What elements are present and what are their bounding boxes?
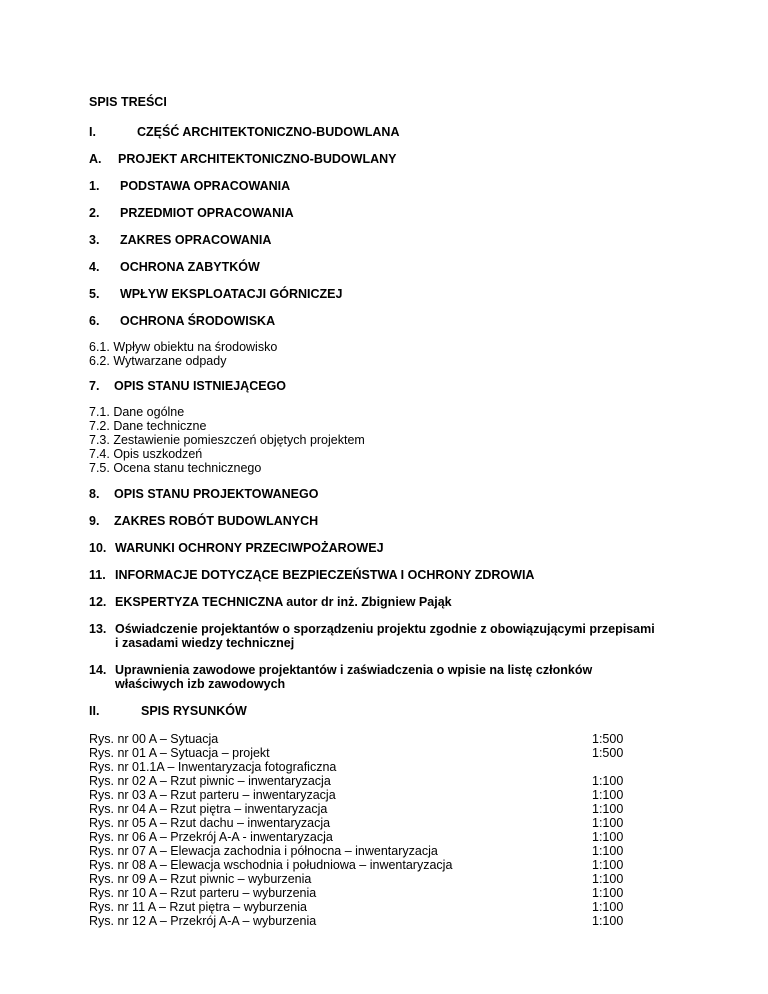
subsection-item: 7.4. Opis uszkodzeń xyxy=(89,447,203,461)
section-label: OPIS STANU PROJEKTOWANEGO xyxy=(114,487,319,501)
section-number: 8. xyxy=(89,487,100,501)
section-label: WARUNKI OCHRONY PRZECIWPOŻAROWEJ xyxy=(115,541,384,555)
part-2-heading xyxy=(89,704,247,718)
section-label: WPŁYW EKSPLOATACJI GÓRNICZEJ xyxy=(120,287,343,301)
section-heading xyxy=(89,233,271,247)
section-label: OCHRONA ŚRODOWISKA xyxy=(120,314,276,328)
section-label: Uprawnienia zawodowe projektantów i zaświadczenia o wpisie na listę członków xyxy=(115,663,593,677)
section-heading xyxy=(89,595,452,609)
section-number: 2. xyxy=(89,206,100,220)
section-label: ZAKRES OPRACOWANIA xyxy=(120,233,272,247)
drawing-scale: 1:100 xyxy=(592,830,624,844)
drawing-label: Rys. nr 04 A – Rzut piętra – inwentaryzacja xyxy=(89,802,328,816)
section-label: OPIS STANU ISTNIEJĄCEGO xyxy=(114,379,287,393)
section-heading xyxy=(89,206,294,220)
drawing-scale: 1:100 xyxy=(592,914,624,928)
part-a-heading xyxy=(89,152,396,166)
drawing-label: Rys. nr 07 A – Elewacja zachodnia i północna – inwentaryzacja xyxy=(89,844,438,858)
section-heading xyxy=(89,487,318,501)
drawing-label: Rys. nr 12 A – Przekrój A-A – wyburzenia xyxy=(89,914,317,928)
subsection-item: 6.1. Wpływ obiektu na środowisko xyxy=(89,340,278,354)
section-heading xyxy=(89,541,384,555)
section-label-continuation: właściwych izb zawodowych xyxy=(115,677,286,691)
drawing-scale: 1:500 xyxy=(592,732,624,746)
section-heading xyxy=(89,287,342,301)
section-number: 3. xyxy=(89,233,100,247)
section-label-continuation: i zasadami wiedzy technicznej xyxy=(115,636,295,650)
part-1-label: CZĘŚĆ ARCHITEKTONICZNO-BUDOWLANA xyxy=(137,125,400,139)
drawing-scale: 1:100 xyxy=(592,844,624,858)
drawing-scale: 1:100 xyxy=(592,872,624,886)
section-heading xyxy=(89,663,592,677)
section-number: 6. xyxy=(89,314,100,328)
drawing-label: Rys. nr 05 A – Rzut dachu – inwentaryzacja xyxy=(89,816,331,830)
drawing-label: Rys. nr 01.1A – Inwentaryzacja fotograficzna xyxy=(89,760,337,774)
drawing-scale: 1:100 xyxy=(592,900,624,914)
section-number: 1. xyxy=(89,179,100,193)
section-number: 5. xyxy=(89,287,100,301)
drawing-scale: 1:500 xyxy=(592,746,624,760)
subsection-item: 7.2. Dane techniczne xyxy=(89,419,207,433)
drawing-scale: 1:100 xyxy=(592,788,624,802)
section-heading xyxy=(89,379,286,393)
drawing-label: Rys. nr 01 A – Sytuacja – projekt xyxy=(89,746,270,760)
part-a-number: A. xyxy=(89,152,102,166)
section-label: EKSPERTYZA TECHNICZNA autor dr inż. Zbigniew Pająk xyxy=(115,595,452,609)
drawing-label: Rys. nr 02 A – Rzut piwnic – inwentaryzacja xyxy=(89,774,331,788)
part-2-number: II. xyxy=(89,704,100,718)
section-number: 12. xyxy=(89,595,107,609)
drawing-scale: 1:100 xyxy=(592,816,624,830)
section-number: 7. xyxy=(89,379,100,393)
drawing-label: Rys. nr 00 A – Sytuacja xyxy=(89,732,219,746)
part-1-number: I. xyxy=(89,125,96,139)
part-2-label: SPIS RYSUNKÓW xyxy=(141,704,247,718)
part-a-label: PROJEKT ARCHITEKTONICZNO-BUDOWLANY xyxy=(118,152,397,166)
subsection-item: 7.3. Zestawienie pomieszczeń objętych projektem xyxy=(89,433,365,447)
section-number: 10. xyxy=(89,541,107,555)
section-number: 14. xyxy=(89,663,107,677)
subsection-item: 7.1. Dane ogólne xyxy=(89,405,185,419)
document-title: SPIS TREŚCI xyxy=(89,95,167,109)
drawing-label: Rys. nr 10 A – Rzut parteru – wyburzenia xyxy=(89,886,317,900)
section-heading xyxy=(89,314,275,328)
drawing-scale: 1:100 xyxy=(592,858,624,872)
drawing-scale: 1:100 xyxy=(592,774,624,788)
part-1-heading xyxy=(89,125,399,139)
section-label: ZAKRES ROBÓT BUDOWLANYCH xyxy=(114,514,319,528)
section-heading xyxy=(89,568,534,582)
drawing-label: Rys. nr 08 A – Elewacja wschodnia i południowa – inwentaryzacja xyxy=(89,858,453,872)
section-number: 11. xyxy=(89,568,106,582)
section-label: PRZEDMIOT OPRACOWANIA xyxy=(120,206,294,220)
section-number: 9. xyxy=(89,514,100,528)
drawing-label: Rys. nr 03 A – Rzut parteru – inwentaryzacja xyxy=(89,788,336,802)
subsection-item: 7.5. Ocena stanu technicznego xyxy=(89,461,262,475)
drawing-scale: 1:100 xyxy=(592,802,624,816)
drawing-scale: 1:100 xyxy=(592,886,624,900)
section-number: 13. xyxy=(89,622,107,636)
section-heading xyxy=(89,260,260,274)
section-heading xyxy=(89,179,290,193)
section-label: PODSTAWA OPRACOWANIA xyxy=(120,179,291,193)
section-label: INFORMACJE DOTYCZĄCE BEZPIECZEŃSTWA I OCHRONY ZDROWIA xyxy=(115,568,535,582)
drawing-label: Rys. nr 11 A – Rzut piętra – wyburzenia xyxy=(89,900,307,914)
section-label: OCHRONA ZABYTKÓW xyxy=(120,260,260,274)
subsection-item: 6.2. Wytwarzane odpady xyxy=(89,354,227,368)
section-heading xyxy=(89,514,318,528)
section-heading xyxy=(89,622,655,636)
drawing-label: Rys. nr 06 A – Przekrój A-A - inwentaryzacja xyxy=(89,830,333,844)
section-number: 4. xyxy=(89,260,100,274)
section-label: Oświadczenie projektantów o sporządzeniu projektu zgodnie z obowiązującymi przepisami xyxy=(115,622,655,636)
drawing-label: Rys. nr 09 A – Rzut piwnic – wyburzenia xyxy=(89,872,312,886)
